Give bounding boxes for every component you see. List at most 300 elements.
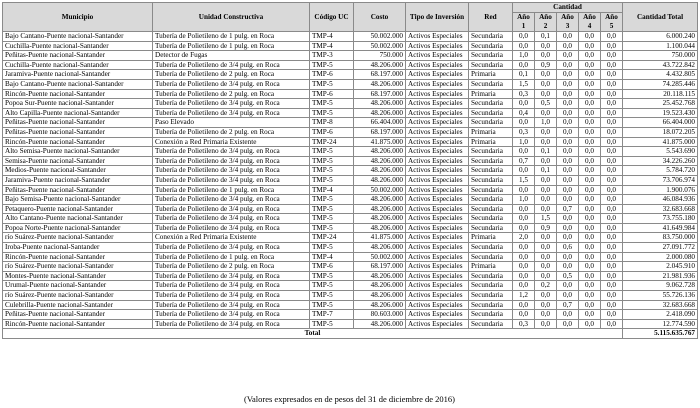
cell-tipo: Activos Especiales [406,118,469,128]
cell-a5: 0,0 [601,310,623,320]
cell-municipio: Iroba-Puente nacional-Santander [3,243,153,253]
table-row [3,70,698,80]
cell-total: 73.755.180 [623,214,698,224]
cell-a2: 0,0 [535,204,557,214]
cell-red: Primaria [469,137,513,147]
cell-tipo: Activos Especiales [406,175,469,185]
header-codigo-uc: Código UC [310,3,354,32]
cell-a2: 1,5 [535,214,557,224]
cell-unidad: Tubería de Polietileno de 3/4 pulg. en Roca [153,281,310,291]
table-body [3,32,698,329]
cell-a1: 1,0 [513,51,535,61]
cell-a4: 0,0 [579,319,601,329]
cell-a3: 0,0 [557,41,579,51]
cell-a3: 0,0 [557,70,579,80]
cell-a3: 0,0 [557,32,579,42]
cell-costo: 48.206.000 [354,166,406,176]
table-row [3,204,698,214]
cell-a5: 0,0 [601,300,623,310]
cell-municipio: Bajo Cantano-Puente nacional-Santander [3,32,153,42]
cell-tipo: Activos Especiales [406,79,469,89]
cell-costo: 48.206.000 [354,271,406,281]
cell-a2: 0,0 [535,51,557,61]
cell-red: Secundaria [469,175,513,185]
cell-a1: 0,0 [513,310,535,320]
cell-a1: 0,0 [513,147,535,157]
cell-unidad: Tubería de Polietileno de 3/4 pulg. en Roca [153,271,310,281]
cell-red: Secundaria [469,223,513,233]
cell-a2: 0,0 [535,252,557,262]
cell-tipo: Activos Especiales [406,185,469,195]
cell-a3: 0,0 [557,195,579,205]
cell-a3: 0,0 [557,108,579,118]
header-red: Red [469,3,513,32]
cell-red: Secundaria [469,204,513,214]
cell-a1: 0,0 [513,32,535,42]
cell-tipo: Activos Especiales [406,291,469,301]
cell-costo: 48.206.000 [354,79,406,89]
cell-a5: 0,0 [601,214,623,224]
cell-a2: 0,0 [535,233,557,243]
cell-tipo: Activos Especiales [406,166,469,176]
cell-total: 66.404.000 [623,118,698,128]
table-row [3,89,698,99]
cell-a5: 0,0 [601,51,623,61]
table-row [3,214,698,224]
table-row [3,291,698,301]
cell-a5: 0,0 [601,185,623,195]
cell-municipio: Rincón-Puente nacional-Santander [3,319,153,329]
cell-a1: 0,0 [513,214,535,224]
cell-unidad: Tubería de Polietileno de 3/4 pulg. en Roca [153,60,310,70]
cell-municipio: Culebrilla-Puente nacional-Santander [3,300,153,310]
cell-a3: 0,0 [557,79,579,89]
cell-costo: 48.206.000 [354,147,406,157]
cell-unidad: Tubería de Polietileno de 1 pulg. en Roca [153,185,310,195]
cell-a4: 0,0 [579,89,601,99]
cell-red: Primaria [469,89,513,99]
cell-tipo: Activos Especiales [406,271,469,281]
cell-costo: 48.206.000 [354,319,406,329]
cell-a1: 0,0 [513,281,535,291]
cell-municipio: Popoa Sur-Puente nacional-Santander [3,99,153,109]
cell-codigo: TMP-5 [310,108,354,118]
cell-costo: 41.875.000 [354,233,406,243]
table-row [3,147,698,157]
cell-a4: 0,0 [579,175,601,185]
cell-a4: 0,0 [579,166,601,176]
cell-red: Secundaria [469,156,513,166]
cell-a4: 0,0 [579,300,601,310]
cell-a4: 0,0 [579,195,601,205]
cell-total: 5.784.720 [623,166,698,176]
cell-a4: 0,0 [579,223,601,233]
total-value: 5.115.635.767 [623,329,698,339]
cell-a1: 0,1 [513,70,535,80]
cell-unidad: Detector de Fugas [153,51,310,61]
cell-a3: 0,0 [557,175,579,185]
cell-unidad: Tubería de Polietileno de 3/4 pulg. en Roca [153,319,310,329]
cell-a3: 0,0 [557,233,579,243]
cell-tipo: Activos Especiales [406,51,469,61]
cell-unidad: Tubería de Polietileno de 3/4 pulg. en Roca [153,214,310,224]
table-row [3,79,698,89]
cell-a3: 0,0 [557,156,579,166]
cell-tipo: Activos Especiales [406,108,469,118]
cell-total: 34.226.260 [623,156,698,166]
cell-municipio: Peñitas-Puente nacional-Santander [3,185,153,195]
cell-red: Primaria [469,70,513,80]
cell-a5: 0,0 [601,271,623,281]
table-row [3,319,698,329]
cell-codigo: TMP-5 [310,281,354,291]
cell-a2: 0,0 [535,79,557,89]
cell-total: 750.000 [623,51,698,61]
cell-red: Primaria [469,233,513,243]
cell-a1: 0,0 [513,60,535,70]
cell-costo: 48.206.000 [354,300,406,310]
table-row [3,166,698,176]
cell-total: 32.683.668 [623,204,698,214]
cell-total: 1.100.044 [623,41,698,51]
table-row [3,310,698,320]
cell-total: 21.981.936 [623,271,698,281]
cell-a3: 0,7 [557,300,579,310]
cell-a2: 0,1 [535,166,557,176]
cell-unidad: Tubería de Polietileno de 3/4 pulg. en Roca [153,310,310,320]
cell-red: Secundaria [469,147,513,157]
cell-total: 41.875.000 [623,137,698,147]
cell-a4: 0,0 [579,137,601,147]
cell-a4: 0,0 [579,243,601,253]
cell-a2: 0,0 [535,262,557,272]
table-row [3,32,698,42]
cell-unidad: Tubería de Polietileno de 3/4 pulg. en Roca [153,195,310,205]
cell-codigo: TMP-5 [310,156,354,166]
cell-red: Primaria [469,127,513,137]
cell-municipio: Rincón-Puente nacional-Santander [3,252,153,262]
cell-codigo: TMP-4 [310,185,354,195]
cell-a1: 0,0 [513,243,535,253]
cell-a2: 0,0 [535,41,557,51]
cell-a2: 1,0 [535,118,557,128]
cell-costo: 68.197.000 [354,127,406,137]
cell-tipo: Activos Especiales [406,32,469,42]
cell-a1: 0,0 [513,99,535,109]
cell-red: Secundaria [469,281,513,291]
cell-tipo: Activos Especiales [406,156,469,166]
cell-unidad: Tubería de Polietileno de 2 pulg. en Roca [153,70,310,80]
cell-unidad: Tubería de Polietileno de 1 pulg. en Roca [153,32,310,42]
cell-a3: 0,0 [557,281,579,291]
cell-a1: 1,0 [513,137,535,147]
cell-codigo: TMP-6 [310,127,354,137]
cell-red: Secundaria [469,195,513,205]
cell-red: Secundaria [469,41,513,51]
cell-municipio: Petaquero-Puente nacional-Santander [3,204,153,214]
cell-codigo: TMP-5 [310,60,354,70]
cell-a5: 0,0 [601,175,623,185]
cell-a2: 0,9 [535,223,557,233]
cell-a4: 0,0 [579,291,601,301]
cell-a1: 0,0 [513,252,535,262]
cell-red: Secundaria [469,32,513,42]
cell-municipio: Alto Cantano-Puente nacional-Santander [3,214,153,224]
cell-costo: 66.404.000 [354,118,406,128]
cell-unidad: Tubería de Polietileno de 2 pulg. en Roca [153,262,310,272]
cell-a5: 0,0 [601,223,623,233]
header-row [3,3,698,13]
cell-codigo: TMP-4 [310,41,354,51]
header-unidad-constructiva: Unidad Constructiva [153,3,310,32]
cell-codigo: TMP-5 [310,271,354,281]
cell-municipio: Peñitas-Puente nacional-Santander [3,51,153,61]
cell-a2: 0,0 [535,310,557,320]
total-row [3,329,698,339]
cell-costo: 50.002.000 [354,252,406,262]
cell-codigo: TMP-5 [310,243,354,253]
table-row [3,156,698,166]
cell-unidad: Tubería de Polietileno de 3/4 pulg. en Roca [153,99,310,109]
cell-red: Secundaria [469,166,513,176]
cell-unidad: Tubería de Polietileno de 2 pulg. en Roca [153,127,310,137]
cell-tipo: Activos Especiales [406,60,469,70]
cell-municipio: Bajo Semisa-Puente nacional-Santander [3,195,153,205]
cell-total: 2.045.910 [623,262,698,272]
cell-a3: 0,0 [557,166,579,176]
cell-codigo: TMP-7 [310,310,354,320]
cell-a3: 0,0 [557,118,579,128]
cell-a2: 0,0 [535,195,557,205]
cell-a4: 0,0 [579,51,601,61]
cell-red: Secundaria [469,310,513,320]
cell-municipio: Jaramiva-Puente nacional-Santander [3,70,153,80]
cell-a5: 0,0 [601,89,623,99]
cell-red: Secundaria [469,79,513,89]
cell-a4: 0,0 [579,127,601,137]
cell-costo: 48.206.000 [354,175,406,185]
cell-a3: 0,7 [557,204,579,214]
header-anio-2: Año 2 [535,13,557,32]
cell-unidad: Paso Elevado [153,118,310,128]
cell-municipio: Rincón-Puente nacional-Santander [3,89,153,99]
cell-municipio: Urumal-Puente nacional-Santander [3,281,153,291]
cell-red: Secundaria [469,99,513,109]
cell-a2: 0,1 [535,147,557,157]
header-cantidad: Cantidad [513,3,623,13]
table-row [3,51,698,61]
cell-a2: 0,0 [535,137,557,147]
cell-costo: 48.206.000 [354,204,406,214]
cell-a4: 0,0 [579,281,601,291]
cell-municipio: Medios-Puente nacional-Santander [3,166,153,176]
table-row [3,223,698,233]
cell-codigo: TMP-6 [310,70,354,80]
cell-codigo: TMP-5 [310,291,354,301]
cell-costo: 48.206.000 [354,60,406,70]
table-row [3,99,698,109]
cell-a1: 0,0 [513,118,535,128]
cell-a1: 0,0 [513,271,535,281]
cell-costo: 48.206.000 [354,195,406,205]
table-row [3,137,698,147]
cell-tipo: Activos Especiales [406,204,469,214]
cell-total: 27.091.772 [623,243,698,253]
cell-a5: 0,0 [601,41,623,51]
cell-municipio: Cuchilla-Puente nacional-Santander [3,60,153,70]
cell-costo: 80.603.000 [354,310,406,320]
cell-costo: 48.206.000 [354,291,406,301]
cell-unidad: Tubería de Polietileno de 3/4 pulg. en Roca [153,300,310,310]
header-anio-4: Año 4 [579,13,601,32]
cell-municipio: Cuchilla-Puente nacional-Santander [3,41,153,51]
cell-red: Secundaria [469,252,513,262]
cell-municipio: río Suárez-Puente nacional-Santander [3,262,153,272]
cell-costo: 50.002.000 [354,185,406,195]
cell-a3: 0,0 [557,310,579,320]
cell-a1: 0,4 [513,108,535,118]
table-row [3,262,698,272]
cell-costo: 50.002.000 [354,41,406,51]
cell-costo: 48.206.000 [354,99,406,109]
cell-municipio: Alto Semisa-Puente nacional-Santander [3,147,153,157]
cell-codigo: TMP-6 [310,89,354,99]
cell-a4: 0,0 [579,79,601,89]
cell-codigo: TMP-6 [310,262,354,272]
cell-a2: 0,0 [535,127,557,137]
table-row [3,195,698,205]
cell-unidad: Tubería de Polietileno de 3/4 pulg. en Roca [153,108,310,118]
cell-tipo: Activos Especiales [406,319,469,329]
cell-a3: 0,0 [557,147,579,157]
cell-a5: 0,0 [601,166,623,176]
cell-a1: 0,0 [513,204,535,214]
cell-municipio: río Suárez-Puente nacional-Santander [3,291,153,301]
cell-a3: 0,0 [557,185,579,195]
cell-municipio: Peñitas-Puente nacional-Santander [3,118,153,128]
cell-codigo: TMP-5 [310,79,354,89]
cell-a2: 0,9 [535,60,557,70]
cell-a3: 0,0 [557,89,579,99]
cell-total: 73.706.974 [623,175,698,185]
cell-a1: 0,3 [513,319,535,329]
cell-a4: 0,0 [579,185,601,195]
cell-a1: 1,5 [513,175,535,185]
cell-municipio: Rincón-Puente nacional-Santander [3,137,153,147]
cell-a4: 0,0 [579,271,601,281]
cell-codigo: TMP-5 [310,319,354,329]
cell-total: 55.726.136 [623,291,698,301]
cell-tipo: Activos Especiales [406,147,469,157]
cell-red: Secundaria [469,300,513,310]
cell-municipio: Popoa Norte-Puente nacional-Santander [3,223,153,233]
cell-a2: 0,0 [535,89,557,99]
cell-a5: 0,0 [601,137,623,147]
cell-red: Secundaria [469,108,513,118]
cell-tipo: Activos Especiales [406,70,469,80]
cell-codigo: TMP-5 [310,204,354,214]
cell-total: 25.452.768 [623,99,698,109]
cell-a2: 0,0 [535,185,557,195]
cell-a5: 0,0 [601,108,623,118]
table-row [3,175,698,185]
cell-codigo: TMP-24 [310,137,354,147]
cell-codigo: TMP-4 [310,32,354,42]
header-costo: Costo [354,3,406,32]
cell-a3: 0,0 [557,291,579,301]
cell-tipo: Activos Especiales [406,300,469,310]
cell-a4: 0,0 [579,204,601,214]
footnote: (Valores expresados en de pesos del 31 de diciembre de 2016) [243,394,455,404]
cell-total: 6.000.240 [623,32,698,42]
cell-tipo: Activos Especiales [406,99,469,109]
header-anio-5: Año 5 [601,13,623,32]
cell-a5: 0,0 [601,60,623,70]
cell-a5: 0,0 [601,127,623,137]
cell-a1: 0,0 [513,262,535,272]
cell-red: Secundaria [469,319,513,329]
cell-total: 46.084.936 [623,195,698,205]
cell-a5: 0,0 [601,156,623,166]
cell-a3: 0,0 [557,60,579,70]
cell-unidad: Tubería de Polietileno de 3/4 pulg. en Roca [153,166,310,176]
table-row [3,60,698,70]
cell-a2: 0,0 [535,175,557,185]
cell-a2: 0,1 [535,32,557,42]
cell-total: 9.062.728 [623,281,698,291]
cell-unidad: Tubería de Polietileno de 3/4 pulg. en Roca [153,223,310,233]
cell-total: 32.683.668 [623,300,698,310]
cell-costo: 48.206.000 [354,223,406,233]
cell-a3: 0,0 [557,99,579,109]
cell-municipio: Alto Capilla-Puente nacional-Santander [3,108,153,118]
table-row [3,281,698,291]
cell-a5: 0,0 [601,262,623,272]
cell-a3: 0,0 [557,214,579,224]
cell-total: 2.418.090 [623,310,698,320]
cell-a5: 0,0 [601,79,623,89]
cell-red: Secundaria [469,185,513,195]
cell-total: 12.774.590 [623,319,698,329]
header-tipo-inversion: Tipo de Inversión [406,3,469,32]
cell-a5: 0,0 [601,70,623,80]
cell-red: Secundaria [469,51,513,61]
cell-codigo: TMP-5 [310,214,354,224]
cell-unidad: Tubería de Polietileno de 3/4 pulg. en Roca [153,175,310,185]
cell-a1: 0,0 [513,300,535,310]
cell-a5: 0,0 [601,233,623,243]
cell-unidad: Tubería de Polietileno de 3/4 pulg. en Roca [153,147,310,157]
table-row [3,243,698,253]
cell-a4: 0,0 [579,60,601,70]
cell-unidad: Tubería de Polietileno de 3/4 pulg. en Roca [153,291,310,301]
cell-total: 18.072.205 [623,127,698,137]
cell-codigo: TMP-5 [310,300,354,310]
cell-a1: 1,0 [513,195,535,205]
cell-a5: 0,0 [601,291,623,301]
cell-total: 74.285.446 [623,79,698,89]
header-anio-1: Año 1 [513,13,535,32]
cell-a2: 0,2 [535,281,557,291]
cell-a1: 0,0 [513,41,535,51]
cell-a3: 0,0 [557,262,579,272]
cell-red: Secundaria [469,291,513,301]
cell-a4: 0,0 [579,32,601,42]
cell-a4: 0,0 [579,214,601,224]
cell-unidad: Conexión a Red Primaria Existente [153,137,310,147]
cell-tipo: Activos Especiales [406,233,469,243]
cell-red: Secundaria [469,243,513,253]
